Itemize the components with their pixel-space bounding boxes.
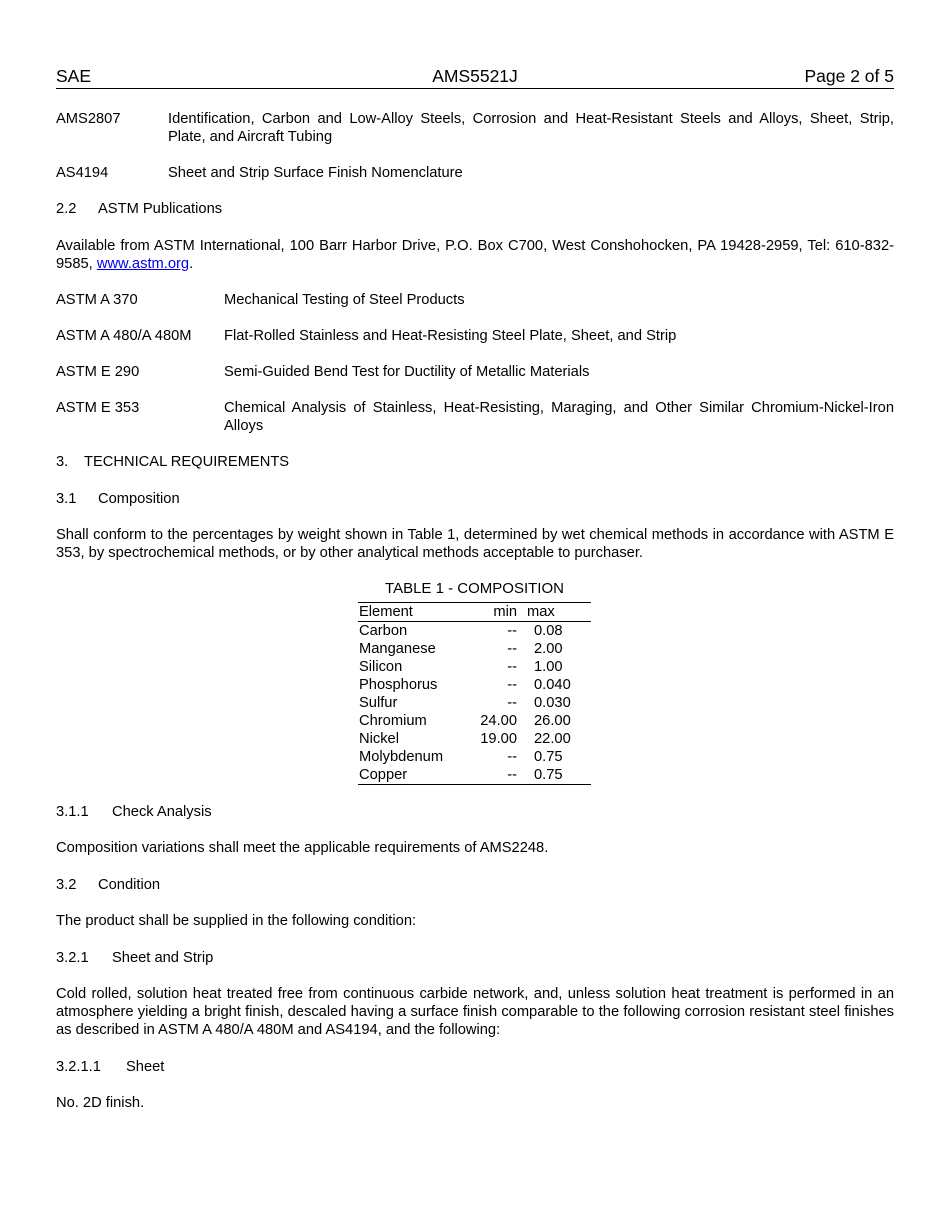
min-cell: -- [507, 623, 517, 639]
element-cell: Manganese [359, 641, 436, 657]
element-cell: Chromium [359, 713, 427, 729]
column-header-min: min [471, 603, 517, 622]
header-doc-number: AMS5521J [432, 66, 518, 86]
section-number: 3.1.1 [56, 804, 89, 820]
sheet-strip-paragraph: Cold rolled, solution heat treated free from continuous carbide network, and, unless solution heat treatment is performed in an atmosphere yielding a bright finish, descaled having a surface finish comparable to the following corrosion resistant steel finishes as described in ASTM A 480/A 480M and AS4194, and the following: [56, 986, 894, 1038]
ref-code: ASTM A 480/A 480M [56, 328, 192, 344]
max-cell: 0.75 [534, 749, 563, 765]
ref-description: Mechanical Testing of Steel Products [224, 292, 465, 308]
table-row [358, 730, 591, 748]
max-cell: 26.00 [534, 713, 571, 729]
section-title: Sheet and Strip [112, 950, 214, 966]
table-title: TABLE 1 - COMPOSITION [385, 580, 564, 597]
section-title: Check Analysis [112, 804, 212, 820]
table-row [358, 676, 591, 694]
check-analysis-paragraph: Composition variations shall meet the applicable requirements of AMS2248. [56, 840, 549, 856]
page-header [56, 66, 894, 89]
element-cell: Carbon [359, 623, 408, 639]
section-title: Condition [98, 877, 161, 893]
table-row [358, 694, 591, 712]
section-title: Sheet [126, 1059, 165, 1075]
section-title: Composition [98, 491, 180, 507]
element-cell: Molybdenum [359, 749, 444, 765]
ref-description: Semi-Guided Bend Test for Ductility of Metallic Materials [224, 364, 590, 380]
max-cell: 2.00 [534, 641, 563, 657]
max-cell: 0.030 [534, 695, 571, 711]
ref-code: ASTM E 290 [56, 364, 140, 380]
ref-description: Flat-Rolled Stainless and Heat-Resisting Steel Plate, Sheet, and Strip [224, 328, 677, 344]
ref-description: Chemical Analysis of Stainless, Heat-Resisting, Maraging, and Other Similar Chromium-Nickel-Iron Alloys [224, 400, 894, 434]
availability-period: . [189, 256, 194, 272]
min-cell: -- [507, 659, 517, 675]
astm-website-link[interactable]: www.astm.org [96, 256, 190, 272]
max-cell: 22.00 [534, 731, 571, 747]
table-row [358, 766, 591, 785]
table-row [358, 712, 591, 730]
max-cell: 0.08 [534, 623, 563, 639]
header-page-number: Page 2 of 5 [804, 66, 894, 86]
min-cell: -- [507, 695, 517, 711]
table-row [358, 748, 591, 766]
section-number: 3.1 [56, 491, 77, 507]
ref-code: ASTM E 353 [56, 400, 140, 416]
ref-description: Identification, Carbon and Low-Alloy Steels, Corrosion and Heat-Resistant Steels and Alloys, Sheet, Strip, Plate, and Aircraft Tubing [168, 111, 894, 145]
condition-paragraph: The product shall be supplied in the following condition: [56, 913, 417, 929]
table-row [358, 622, 591, 641]
element-cell: Silicon [359, 659, 403, 675]
sheet-finish-paragraph: No. 2D finish. [56, 1095, 145, 1111]
min-cell: -- [507, 749, 517, 765]
max-cell: 0.75 [517, 766, 591, 785]
astm-availability-paragraph [56, 237, 894, 273]
composition-table [358, 602, 591, 785]
max-cell: 0.040 [534, 677, 571, 693]
header-org: SAE [56, 66, 92, 86]
section-number: 3.2.1.1 [56, 1059, 101, 1075]
element-cell: Copper [358, 766, 471, 785]
element-cell: Sulfur [359, 695, 398, 711]
composition-paragraph: Shall conform to the percentages by weight shown in Table 1, determined by wet chemical methods in accordance with ASTM E 353, by spectrochemical methods, or by other analytical methods acceptable to purchaser. [56, 527, 894, 561]
table-row [358, 658, 591, 676]
min-cell: -- [471, 766, 517, 785]
section-number: 2.2 [56, 201, 77, 217]
min-cell: -- [507, 641, 517, 657]
ref-code: AS4194 [56, 165, 109, 181]
ref-code: ASTM A 370 [56, 292, 138, 308]
min-cell: 19.00 [480, 731, 517, 747]
column-header-max: max [517, 603, 591, 622]
table-header-row [358, 603, 591, 622]
section-number: 3.2.1 [56, 950, 89, 966]
element-cell: Nickel [359, 731, 399, 747]
section-number: 3.2 [56, 877, 77, 893]
column-header-element: Element [358, 603, 471, 622]
element-cell: Phosphorus [359, 677, 438, 693]
section-number: 3. [56, 454, 69, 470]
table-row [358, 640, 591, 658]
max-cell: 1.00 [534, 659, 563, 675]
ref-description: Sheet and Strip Surface Finish Nomenclature [168, 165, 463, 181]
availability-text: Available from ASTM International, 100 Barr Harbor Drive, P.O. Box C700, West Conshohocken, PA 19428-2959, Tel: 610-832-9585, [56, 238, 894, 272]
ref-code: AMS2807 [56, 111, 121, 127]
min-cell: 24.00 [480, 713, 517, 729]
section-title: TECHNICAL REQUIREMENTS [84, 454, 290, 470]
section-title: ASTM Publications [98, 201, 223, 217]
min-cell: -- [507, 677, 517, 693]
